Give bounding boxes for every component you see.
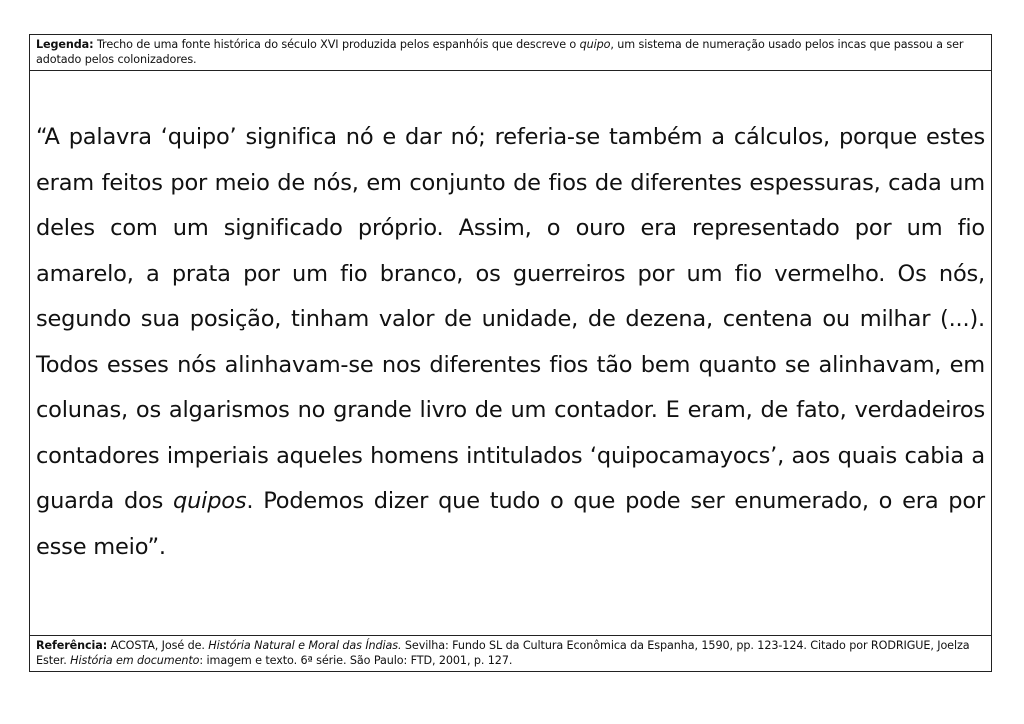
reference-label: Referência: bbox=[36, 639, 108, 652]
quote-italic-quipos: quipos bbox=[173, 488, 247, 514]
legend-text-before: Trecho de uma fonte histórica do século XVI produzida pelos espanhóis que descreve o bbox=[93, 38, 580, 51]
legend-text-after: , um sistema de numeração usado pelos incas que passou a ser adotado pelos colonizadores. bbox=[36, 38, 964, 66]
legend-text-italic: quipo bbox=[579, 38, 611, 51]
reference-text2: Sevilha: Fundo SL da Cultura Econômica da Espanha, 1590, pp. 123-124. Citado por RODRIGUE, Joelza Ester. bbox=[36, 639, 970, 667]
reference-title2: História em documento bbox=[70, 654, 200, 667]
reference-text3: : imagem e texto. 6ª série. São Paulo: FTD, 2001, p. 127. bbox=[199, 654, 513, 667]
reference-title1: História Natural e Moral das Índias. bbox=[208, 639, 402, 652]
document-frame bbox=[29, 34, 992, 672]
quote-text-part2: . Podemos dizer que tudo o que pode ser enumerado, o era por esse meio”. bbox=[36, 488, 985, 560]
reference-box bbox=[30, 635, 991, 673]
quote-paragraph bbox=[36, 115, 985, 570]
quote-text-part1: “A palavra ‘quipo’ significa nó e dar nó; referia-se também a cálculos, porque estes eram feitos por meio de nós, em conjunto de fios de diferentes espessuras, cada um deles com um significado próprio. Assim, o ouro era representado por um fio amarelo, a prata por um fio branco, os guerreiros por um fio vermelho. Os nós, segundo sua posição, tinham valor de unidade, de dezena, centena ou milhar (...). Todos esses nós alinhavam-se nos diferentes fios tão bem quanto se alinhavam, em colunas, os algarismos no grande livro de um contador. E eram, de fato, verdadeiros contadores imperiais aqueles homens intitulados ‘quipocamayocs’, aos quais cabia a guarda dos bbox=[36, 124, 985, 514]
legend-label: Legenda: bbox=[36, 38, 94, 51]
reference-text1: ACOSTA, José de. bbox=[107, 639, 209, 652]
legend-box bbox=[30, 35, 991, 71]
